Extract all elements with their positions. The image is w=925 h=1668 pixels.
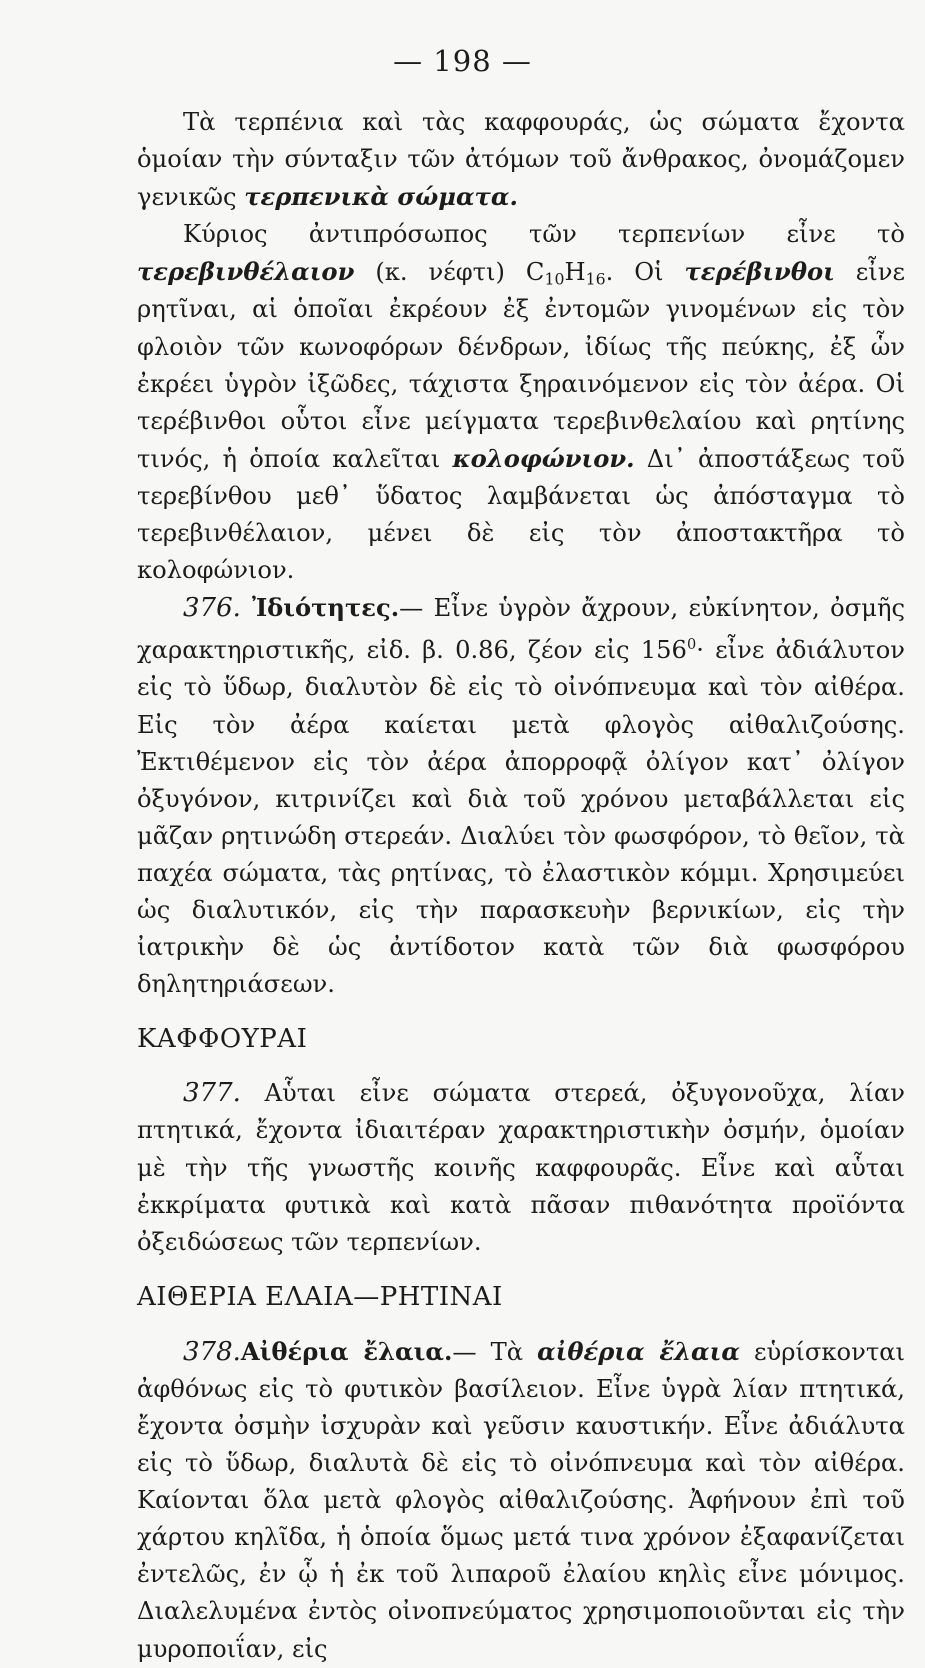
text-run: · εἶνε ἀδιάλυτον εἰς τὸ ὕδωρ, διαλυτὸν δὲ εἰς τὸ οἰνόπνευμα καὶ τὸν αἰθέρα. Εἰς τὸν ἀέρα καίεται μετὰ φλογὸς αἰθαλιζούσης. Ἐκτιθέμενον εἰς τὸν ἀέρα ἀπορροφᾷ ὀλίγον κατ᾿ ὀλίγον ὀξυγόνον, κιτρινίζει καὶ διὰ τοῦ χρόνου μεταβάλλεται εἰς μᾶζαν ρητινώδη στερεάν. Διαλύει τὸν φωσφόρον, τὸ θεῖον, τὰ παχέα σώματα, τὰς ρητίνας, τὸ ἐλαστικὸν κόμμι. Χρησιμεύει ὡς διαλυτικόν, εἰς τὴν παρασκευὴν βερνικίων, εἰς τὴν ἰατρικὴν δὲ ὡς ἀντίδοτον κατὰ τῶν διὰ φωσφόρου δηλητηριάσεων. [137, 636, 905, 999]
intro-text: Τὰ τερπένια καὶ τὰς καφφουράς, ὡς σώματα ἔχοντα ὁμοίαν τὴν σύνταξιν τῶν ἀτόμων τοῦ ἄνθρακος, ὀνομάζομεν γενικῶς [137, 108, 905, 212]
text-run: εἶνε ρητῖναι, αἱ ὁποῖαι ἐκρέουν ἐξ ἐντομῶν γινομένων εἰς τὸν φλοιὸν τῶν κωνοφόρων δένδρων, ἰδίως τῆς πεύκης, ἐξ ὧν ἐκρέει ὑγρὸν ἰξῶδες, τάχιστα ξηραινόμενον εἰς τὸν ἀέρα. Οἱ τερέβινθοι οὗτοι εἶνε μείγματα τερεβινθελαίου καὶ ρητίνης τινός, ἡ ὁποία καλεῖται [137, 258, 905, 473]
term-colophony: κολοφώνιον. [452, 443, 635, 473]
text-run: . Οἱ [605, 258, 685, 287]
section-title-essential-oils: Αἰθέρια ἔλαια. [240, 1336, 453, 1366]
text-run: — Εἶνε ὑγρὸν ἄχρουν, εὐκίνητον, ὀσμῆς χαρακτηριστικῆς, εἰδ. β. 0.86, ζέον εἰς 156 [137, 594, 906, 665]
paragraph-378-essential-oils [137, 1333, 905, 1668]
term-turpentines: τερέβινθοι [684, 257, 835, 287]
text-run: Κύριος ἀντιπρόσωπος τῶν τερπενίων εἶνε τὸ [183, 220, 905, 249]
text-run: εὑρίσκονται ἀφθόνως εἰς τὸ φυτικὸν βασίλειον. Εἶνε ὑγρὰ λίαν πτητικά, ἔχοντα ὀσμὴν ἰσχυρὰν καὶ γεῦσιν καυστικήν. Εἶνε ἀδιάλυτα εἰς τὸ ὕδωρ, διαλυτὰ δὲ εἰς τὸ οἰνόπνευμα καὶ τὸν αἰθέρα. Καίονται ὅλα μετὰ φλογὸς αἰθαλιζούσης. Ἀφήνουν ἐπὶ τοῦ χάρτου κηλῖδα, ἡ ὁποία ὅμως μετά τινα χρόνον ἐξαφανίζεται ἐντελῶς, ἐν ᾧ ἡ ἐκ τοῦ λιπαροῦ ἐλαίου κηλὶς εἶνε μόνιμος. Διαλελυμένα ἐντὸς οἰνοπνεύματος χρησιμοποιοῦνται εἰς τὴν μυροποιΐαν, εἰς [137, 1337, 906, 1663]
text-run: Αὗται εἶνε σώματα στερεά, ὀξυγονοῦχα, λίαν πτητικά, ἔχοντα ἰδιαιτέραν χαρακτηριστικὴν ὀσμήν, ὁμοίαν μὲ τὴν τῆς γνωστῆς κοινῆς καφφουρᾶς. Εἶνε καὶ αὗται ἐκκρίματα φυτικὰ καὶ κατὰ πᾶσαν πιθανότητα προϊόντα ὀξειδώσεως τῶν τερπενίων. [137, 1079, 905, 1256]
text-run: H [564, 258, 586, 287]
term-terpenic-bodies: τερπενικὰ σώματα. [244, 182, 518, 212]
heading-camphors: ΚΑΦΦΟΥΡΑΙ [137, 1024, 308, 1055]
text-run: Δι᾿ ἀποστάξεως τοῦ τερεβίνθου μεθ᾿ ὕδατος λαμβάνεται ὡς ἀπόσταγμα τὸ τερεβινθέλαιον, μένει δὲ εἰς τὸν ἀποστακτῆρα τὸ κολοφώνιον. [137, 444, 905, 585]
section-title-properties: Ἰδιότητες. [240, 593, 400, 623]
formula-subscript-c: 10 [544, 270, 565, 290]
paragraph-turpentine [137, 216, 905, 589]
section-number-378: 378. [183, 1336, 241, 1367]
degree-superscript: 0 [686, 637, 697, 654]
section-number-376: 376. [183, 593, 241, 624]
page-number: — 198 — [393, 44, 532, 78]
paragraph-intro [137, 104, 905, 216]
formula-subscript-h: 16 [585, 270, 606, 290]
section-number-377: 377. [183, 1078, 241, 1109]
term-essential-oils: αἰθέρια ἔλαια [537, 1336, 740, 1366]
page-body [137, 104, 905, 1668]
paragraph-376-properties [137, 589, 905, 1003]
text-run: (κ. νέφτι) C [354, 258, 545, 287]
paragraph-377-camphors [137, 1075, 905, 1260]
heading-essential-oils-resins: ΑΙΘΕΡΙΑ ΕΛΑΙΑ—ΡΗΤΙΝΑΙ [137, 1281, 503, 1312]
text-run: — Τὰ [452, 1337, 538, 1366]
term-turpentine-oil: τερεβινθέλαιον [137, 257, 355, 287]
